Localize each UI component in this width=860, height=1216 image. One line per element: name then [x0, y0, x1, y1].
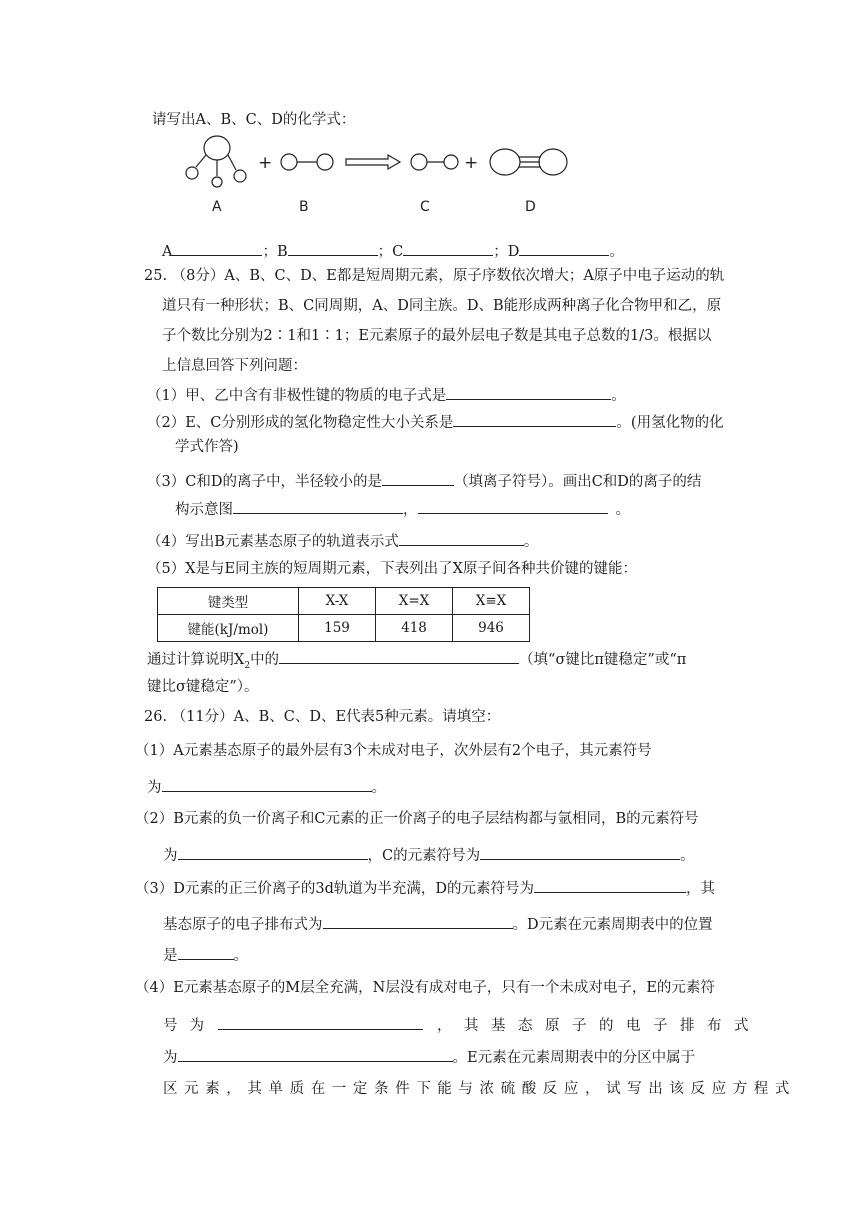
- molecule-a-atom-3: [234, 170, 246, 182]
- table-header-cell: X-X: [299, 588, 376, 615]
- molecule-c-atom-1: [411, 154, 427, 170]
- q26-part4-cont: 号为 ，其基态原子的电子排布式: [163, 1014, 730, 1036]
- q26-part4-cont3: 区元素，其单质在一定条件下能与浓硫酸反应，试写出该反应方程式: [163, 1081, 796, 1097]
- q25-part5: （5）X是与E同主族的短周期元素，下表列出了X原子间各种共价键的键能：: [147, 561, 637, 577]
- molecule-b-atom-1: [281, 154, 297, 170]
- label-d: D: [525, 199, 536, 215]
- table-header-row: [158, 588, 530, 615]
- q26-p4-blank-config[interactable]: [178, 1046, 453, 1062]
- molecule-a-atom-1: [186, 167, 198, 179]
- label-a: A: [212, 199, 222, 215]
- table-cell: 键能(kJ/mol): [158, 615, 299, 642]
- q26-p2-blank-c[interactable]: [480, 844, 680, 860]
- molecule-d-atom-2: [539, 149, 567, 175]
- q25-part3: （3）C和D的离子中，半径较小的是 （填离子符号）。画出C和D的离子的结: [147, 470, 701, 492]
- bond-energy-table: [157, 587, 530, 642]
- q26-part4-cont2: 为 。E元素在元素周期表中的分区中属于: [163, 1046, 695, 1068]
- q25-line4: 上信息回答下列问题：: [162, 358, 307, 374]
- q25-calc-cont: 键比σ键稳定”）。: [147, 679, 259, 695]
- q26-part1-cont: 为 。: [147, 776, 386, 798]
- q26-p3-blank-d[interactable]: [534, 877, 686, 893]
- q26-p4-blank-symbol[interactable]: [218, 1014, 423, 1030]
- blank-c[interactable]: [403, 240, 493, 256]
- q25-line2: 道只有一种形状；B、C同周期，A、D同主族。D、B能形成两种离子化合物甲和乙，原: [162, 298, 722, 314]
- q26-part3-cont: 基态原子的电子排布式为 。D元素在元素周期表中的位置: [163, 913, 713, 935]
- q25-p4-blank[interactable]: [399, 530, 524, 546]
- q26-p2-blank-b[interactable]: [178, 844, 368, 860]
- blank-b[interactable]: [288, 240, 378, 256]
- q26-part2: （2）B元素的负一价离子和C元素的正一价离子的电子层结构都与氩相同，B的元素符号: [135, 811, 699, 827]
- q26-part3: （3）D元素的正三价离子的3d轨道为半充满，D的元素符号为 ，其: [135, 877, 715, 899]
- q26-p3-blank-config[interactable]: [323, 913, 513, 929]
- table-header-cell: 键类型: [158, 588, 299, 615]
- q26-head: 26. （11分）A、B、C、D、E代表5种元素。请填空：: [144, 709, 501, 725]
- q26-part2-cont: 为 ，C的元素符号为 。: [163, 844, 695, 866]
- label-b: B: [299, 199, 309, 215]
- blank-d[interactable]: [519, 240, 609, 256]
- q25-part2-cont: 学式作答): [175, 439, 239, 455]
- q25-p3-blank-d[interactable]: [418, 498, 608, 514]
- q26-p1-blank[interactable]: [162, 776, 372, 792]
- blank-a[interactable]: [172, 240, 262, 256]
- q25-part4: （4）写出B元素基态原子的轨道表示式 。: [147, 530, 538, 552]
- q25-calc-blank[interactable]: [279, 648, 519, 664]
- label-c: C: [420, 199, 430, 215]
- molecule-c-atom-2: [444, 155, 458, 169]
- q25-part3-cont: 构示意图 ， 。: [175, 498, 630, 520]
- q25-head: 25. （8分）A、B、C、D、E都是短周期元素，原子序数依次增大；A原子中电子运动的轨: [144, 268, 725, 284]
- q25-part1: （1）甲、乙中含有非极性键的物质的电子式是 。: [147, 384, 626, 406]
- reaction-arrow-icon: [346, 155, 400, 169]
- q25-p2-blank[interactable]: [453, 411, 616, 427]
- molecule-d-atom-1: [490, 149, 520, 175]
- q25-p3-blank-c[interactable]: [233, 498, 403, 514]
- intro-text: 请写出A、B、C、D的化学式：: [152, 112, 356, 128]
- plus-sign-2: +: [464, 153, 479, 173]
- table-cell: 418: [376, 615, 453, 642]
- q25-p1-blank[interactable]: [446, 384, 611, 400]
- q26-part4: （4）E元素基态原子的M层全充满，N层没有成对电子，只有一个未成对电子，E的元素符: [135, 980, 715, 996]
- q25-line3: 子个数比分别为2∶1和1∶1；E元素原子的最外层电子数是其电子总数的1/3。根据以: [162, 328, 712, 344]
- q25-p3-blank[interactable]: [382, 470, 454, 486]
- answer-line: A ；B ；C ；D 。: [162, 240, 624, 262]
- plus-sign-1: +: [258, 153, 273, 173]
- q26-p3-blank-position[interactable]: [178, 944, 234, 960]
- table-header-cell: X≡X: [453, 588, 530, 615]
- table-cell: 159: [299, 615, 376, 642]
- molecule-a-center-atom: [204, 136, 230, 160]
- q26-part3-cont2: 是 。: [163, 944, 248, 966]
- table-header-cell: X=X: [376, 588, 453, 615]
- molecule-diagram: [0, 0, 860, 230]
- q25-calc: 通过计算说明$X_2$中的 （填“σ键比π键稳定”或“π: [147, 648, 686, 676]
- table-row: [158, 615, 530, 642]
- q26-part1: （1）A元素基态原子的最外层有3个未成对电子，次外层有2个电子，其元素符号: [135, 743, 652, 759]
- q25-part2: （2）E、C分别形成的氢化物稳定性大小关系是 。(用氢化物的化: [147, 411, 724, 433]
- molecule-a-atom-2: [212, 177, 222, 187]
- molecule-b-atom-2: [317, 154, 333, 170]
- table-cell: 946: [453, 615, 530, 642]
